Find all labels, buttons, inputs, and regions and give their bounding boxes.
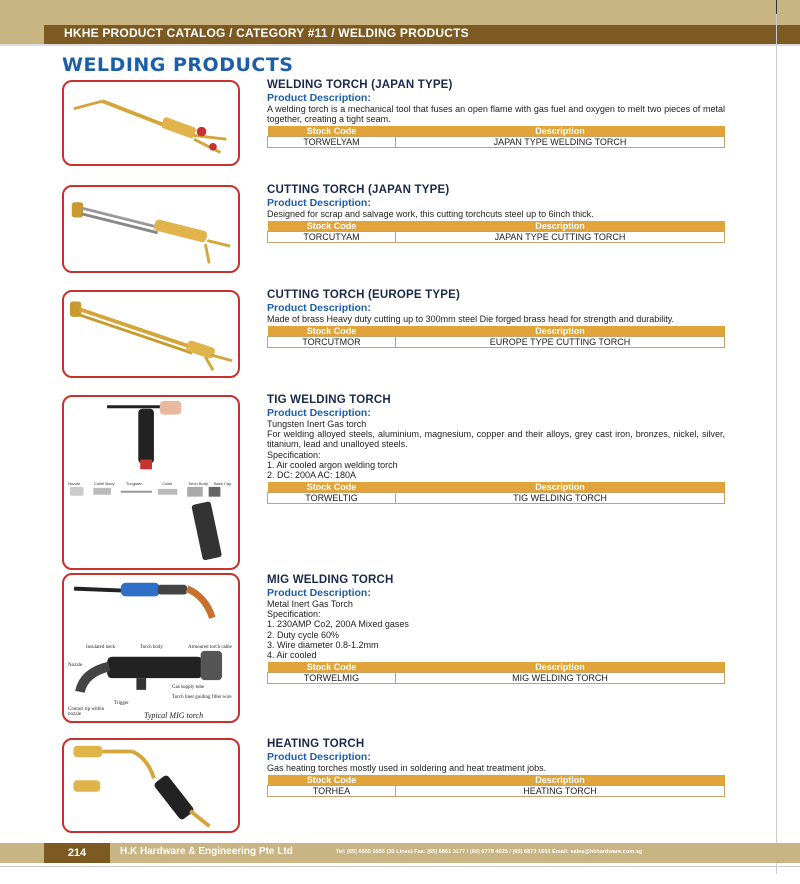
diagram-label-trigger: Trigger: [114, 701, 129, 706]
product-description: Designed for scrap and salvage work, this cutting torchcuts steel up to 6inch thick.: [267, 209, 594, 219]
product-heating-torch: [267, 738, 725, 797]
description-header: Description: [396, 221, 725, 232]
diagram-label-torch-body: Torch Body: [188, 481, 209, 486]
footer-company: H.K Hardware & Engineering Pte Ltd: [120, 846, 293, 857]
page-guide-line: [776, 14, 777, 874]
stock-code-header: Stock Code: [268, 775, 396, 786]
diagram-label-back-cap: Back Cap: [214, 481, 232, 486]
product-title: TIG WELDING TORCH: [267, 394, 391, 406]
product-mig-welding-torch: [267, 574, 725, 684]
diagram-label-armoured-cable: Armoured torch cable: [188, 645, 232, 650]
diagram-label-torch-body: Torch body: [140, 645, 163, 650]
photo-tig-welding-torch: [62, 395, 240, 570]
product-title: CUTTING TORCH (EUROPE TYPE): [267, 289, 461, 301]
photo-cutting-torch-europe: [62, 290, 240, 378]
product-subtitle: Product Description:: [267, 302, 371, 314]
product-description-line: 1. 230AMP Co2, 200A Mixed gases: [267, 619, 409, 630]
stock-code-cell: TORCUTMOR: [268, 337, 396, 348]
description-header: Description: [396, 775, 725, 786]
stock-code-cell: TORCUTYAM: [268, 232, 396, 243]
product-description: Made of brass Heavy duty cutting up to 300mm steel Die forged brass head for strength and durability.: [267, 314, 675, 324]
cutting-torch-japan-image: [64, 187, 238, 271]
product-title: CUTTING TORCH (JAPAN TYPE): [267, 184, 450, 196]
product-description: Gas heating torches mostly used in soldering and heat treatment jobs.: [267, 763, 547, 773]
stock-code-cell: TORWELYAM: [268, 137, 396, 148]
stock-code-header: Stock Code: [268, 221, 396, 232]
diagram-label-nozzle: Nozzle: [68, 481, 81, 486]
product-title: MIG WELDING TORCH: [267, 574, 394, 586]
product-subtitle: Product Description:: [267, 92, 371, 104]
product-subtitle: Product Description:: [267, 407, 371, 419]
product-description-line: 2. Duty cycle 60%: [267, 629, 340, 640]
footer-contact: Tel: (65) 6565 5555 (30 Lines) Fax: (65) 6861 3177 / (65) 6778 4025 / (65) 6873 1602 Email: sales@hkhardware.com.sg: [336, 849, 643, 855]
diagram-label-collet: Collet: [162, 481, 173, 486]
product-description: A welding torch is a mechanical tool that fuses an open flame with gas fuel and oxygen to melt two pieces of metal together, creating a tight seam.: [267, 104, 725, 125]
header-title: HKHE PRODUCT CATALOG / CATEGORY #11 / WELDING PRODUCTS: [64, 26, 469, 40]
stock-code-header: Stock Code: [268, 662, 396, 673]
stock-code-header: Stock Code: [268, 482, 396, 493]
section-title: WELDING PRODUCTS: [62, 54, 294, 76]
footer-divider: [0, 866, 800, 867]
product-subtitle: Product Description:: [267, 197, 371, 209]
product-cutting-torch-japan: [267, 184, 725, 243]
description-header: Description: [396, 662, 725, 673]
diagram-label-nozzle: Nozzle: [68, 663, 83, 668]
heating-torch-image: [64, 740, 238, 831]
diagram-label-collet-body: Collet Body: [94, 481, 115, 486]
stock-code-cell: TORWELMIG: [268, 673, 396, 684]
cutting-torch-europe-image: [64, 292, 238, 376]
product-subtitle: Product Description:: [267, 751, 371, 763]
stock-code-header: Stock Code: [268, 126, 396, 137]
diagram-label-torch-liner: Torch liner guiding filler wire: [172, 695, 232, 700]
description-cell: JAPAN TYPE CUTTING TORCH: [396, 232, 725, 243]
diagram-label-tungsten: Tungsten: [126, 481, 143, 486]
photo-cutting-torch-japan: [62, 185, 240, 273]
product-title: HEATING TORCH: [267, 738, 365, 750]
crop-mark: [776, 0, 777, 14]
product-welding-torch-japan: [267, 79, 725, 148]
stock-code-cell: TORHEA: [268, 786, 396, 797]
product-description-line: 4. Air cooled: [267, 650, 317, 661]
diagram-label-insulated-neck: Insulated neck: [86, 645, 116, 650]
welding-torch-image: [64, 82, 238, 164]
diagram-label-gas-supply-tube: Gas supply tube: [172, 685, 205, 690]
product-description-line: Specification:: [267, 609, 321, 620]
photo-mig-welding-torch: [62, 573, 240, 723]
description-cell: EUROPE TYPE CUTTING TORCH: [396, 337, 725, 348]
photo-heating-torch: [62, 738, 240, 833]
stock-code-cell: TORWELTIG: [268, 493, 396, 504]
description-header: Description: [396, 482, 725, 493]
product-description-line: 1. Air cooled argon welding torch: [267, 459, 398, 470]
description-header: Description: [396, 126, 725, 137]
product-title: WELDING TORCH (JAPAN TYPE): [267, 79, 453, 91]
stock-table: [267, 662, 725, 684]
product-subtitle: Product Description:: [267, 587, 371, 599]
diagram-label-contact-tip: Contact tip within nozzle: [68, 707, 105, 717]
stock-table: [267, 221, 725, 243]
description-cell: MIG WELDING TORCH: [396, 673, 725, 684]
page-number: 214: [44, 843, 110, 863]
product-description-line: 3. Wire diameter 0.8-1.2mm: [267, 639, 379, 650]
stock-table: [267, 482, 725, 504]
description-cell: JAPAN TYPE WELDING TORCH: [396, 137, 725, 148]
product-description-line: For welding alloyed steels, aluminium, magnesium, copper and their alloys, grey cast iron, bronzes, nickel, silver, titanium, lead and unalloyed steels.: [267, 429, 725, 450]
photo-welding-torch-japan: [62, 80, 240, 166]
product-description-line: Specification:: [267, 449, 321, 460]
tig-torch-image: [64, 397, 238, 568]
description-cell: HEATING TORCH: [396, 786, 725, 797]
description-header: Description: [396, 326, 725, 337]
stock-table: [267, 126, 725, 148]
product-description-line: 2. DC: 200A AC: 180A: [267, 470, 357, 481]
description-cell: TIG WELDING TORCH: [396, 493, 725, 504]
stock-table: [267, 775, 725, 797]
stock-table: [267, 326, 725, 348]
product-tig-welding-torch: [267, 394, 725, 504]
product-cutting-torch-europe: [267, 289, 725, 348]
diagram-caption: Typical MIG torch: [144, 711, 204, 720]
product-description-line: Metal Inert Gas Torch: [267, 599, 353, 609]
stock-code-header: Stock Code: [268, 326, 396, 337]
product-description-line: Tungsten Inert Gas torch: [267, 419, 367, 429]
header-divider: [0, 44, 800, 46]
